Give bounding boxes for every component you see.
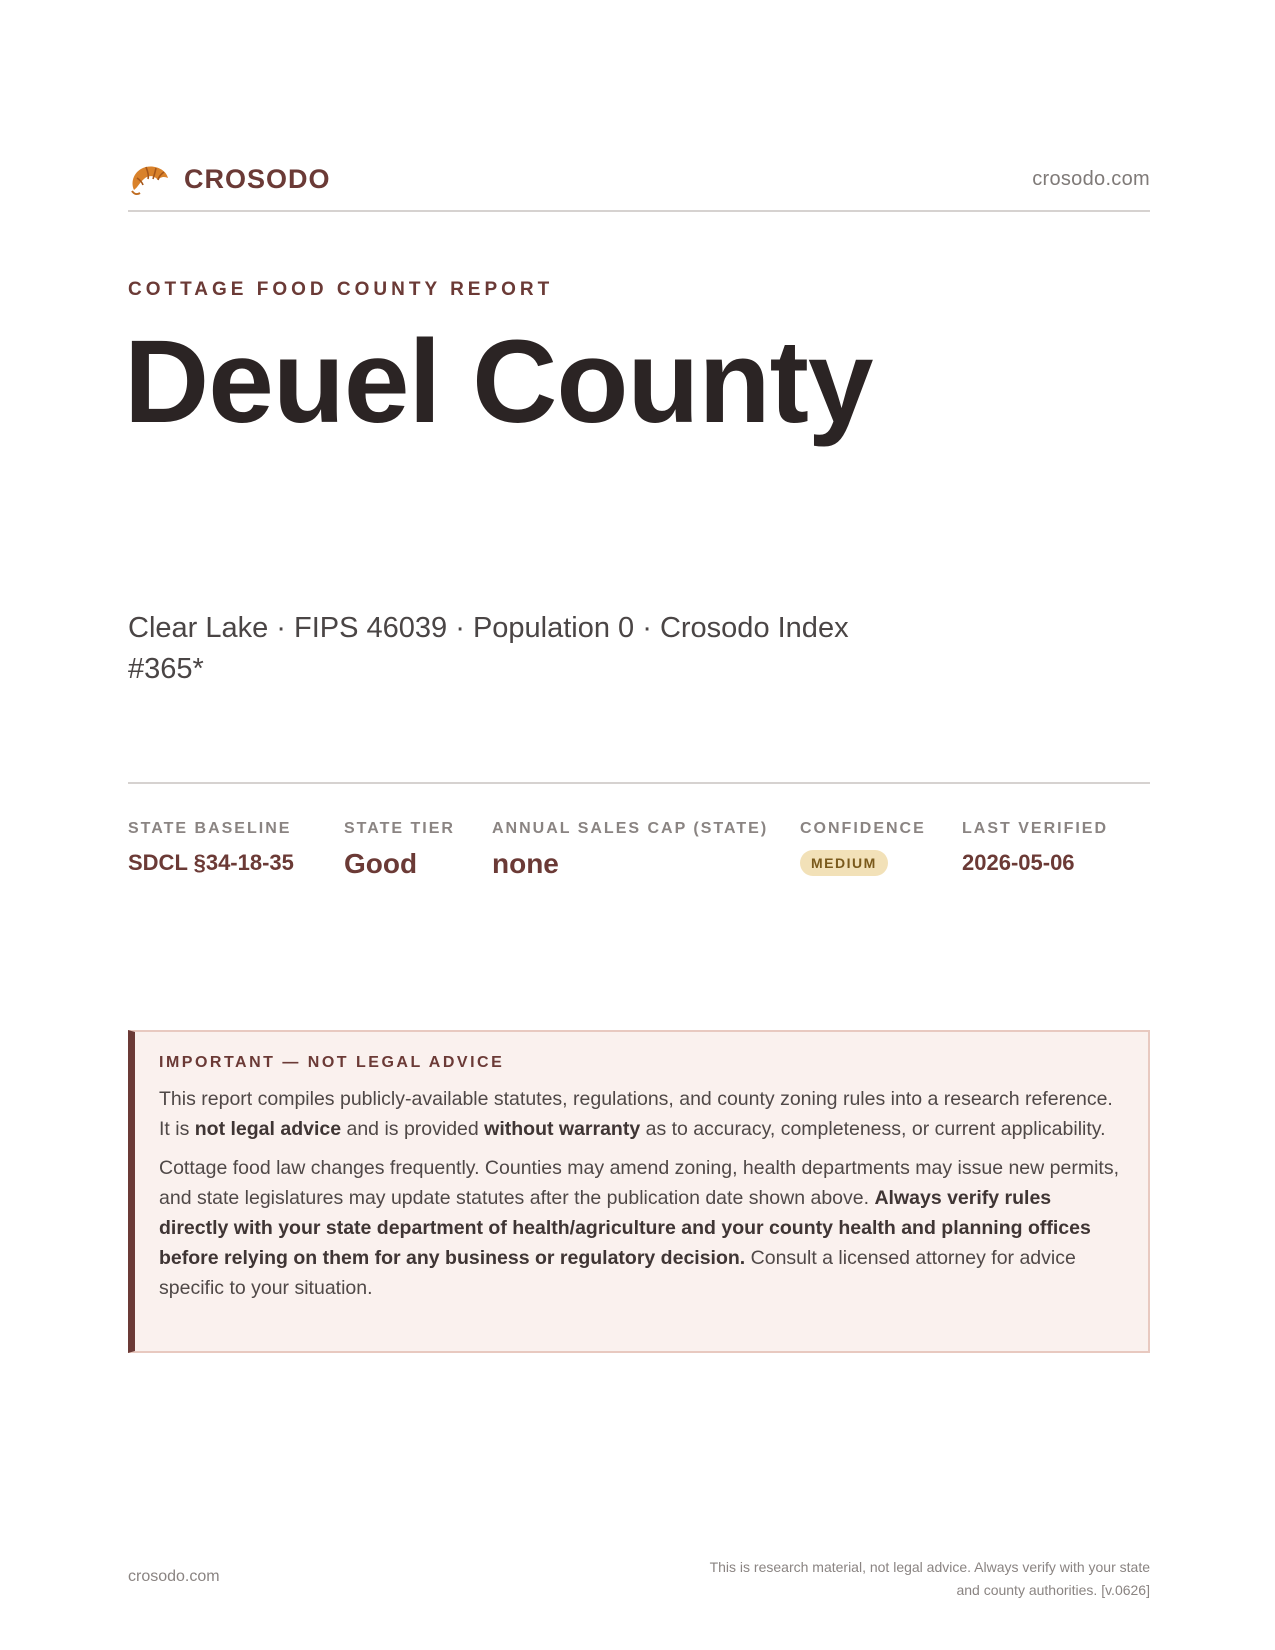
croissant-icon	[128, 160, 170, 198]
notice-text: Consult a licensed attorney for advice specific to your situation.	[159, 1247, 1076, 1299]
stat-value: Good	[344, 848, 418, 879]
footer-disclaimer-line: and county authorities. [v.0626]	[956, 1582, 1150, 1598]
report-kicker: COTTAGE FOOD COUNTY REPORT	[128, 279, 554, 300]
stat-annual-sales-cap	[492, 820, 768, 880]
stat-label: STATE TIER	[344, 820, 455, 837]
notice-emphasis: without warranty	[484, 1118, 641, 1140]
stat-value: SDCL §34-18-35	[128, 850, 294, 875]
stat-value: 2026-05-06	[962, 850, 1075, 875]
brand-name: CROSODO	[184, 163, 331, 194]
stats-row	[128, 782, 1150, 892]
stat-confidence	[800, 820, 926, 876]
page-title: Deuel County	[124, 316, 873, 448]
stat-label: LAST VERIFIED	[962, 820, 1109, 837]
report-subtitle: Clear Lake · FIPS 46039 · Population 0 · Crosodo Index #365*	[128, 612, 849, 685]
notice-paragraph-1	[159, 1084, 1124, 1144]
footer-disclaimer-line: This is research material, not legal advice. Always verify with your state	[709, 1559, 1150, 1575]
legal-notice	[128, 1030, 1150, 1353]
stat-state-baseline	[128, 820, 294, 876]
notice-text: as to accuracy, completeness, or current applicability.	[640, 1118, 1106, 1140]
stat-value: none	[492, 848, 559, 879]
confidence-badge: MEDIUM	[800, 850, 888, 876]
notice-text: This report compiles publicly-available statutes, regulations, and county zoning rules into a research reference. It is	[159, 1088, 1113, 1140]
notice-paragraph-2	[159, 1153, 1124, 1303]
page-header	[128, 156, 1150, 212]
notice-text: and is provided	[341, 1118, 485, 1140]
notice-text: Cottage food law changes frequently. Counties may amend zoning, health departments may issue new permits, and state legislatures may update statutes after the publication date shown above.	[159, 1157, 1119, 1209]
stat-state-tier	[344, 820, 455, 880]
notice-emphasis: not legal advice	[194, 1118, 342, 1140]
notice-title: IMPORTANT — NOT LEGAL ADVICE	[159, 1054, 505, 1071]
brand[interactable]	[128, 160, 331, 198]
footer-disclaimer	[630, 1556, 1150, 1602]
stat-label: ANNUAL SALES CAP (STATE)	[492, 820, 769, 837]
site-link[interactable]: crosodo.com	[1032, 168, 1150, 190]
footer-site[interactable]: crosodo.com	[128, 1568, 220, 1585]
notice-emphasis: Always verify rules directly with your state department of health/agriculture and your county health and planning offices before relying on them for any business or regulatory decision.	[159, 1187, 1091, 1269]
stat-last-verified	[962, 820, 1108, 876]
stat-label: STATE BASELINE	[128, 820, 292, 837]
stat-label: CONFIDENCE	[800, 820, 926, 837]
